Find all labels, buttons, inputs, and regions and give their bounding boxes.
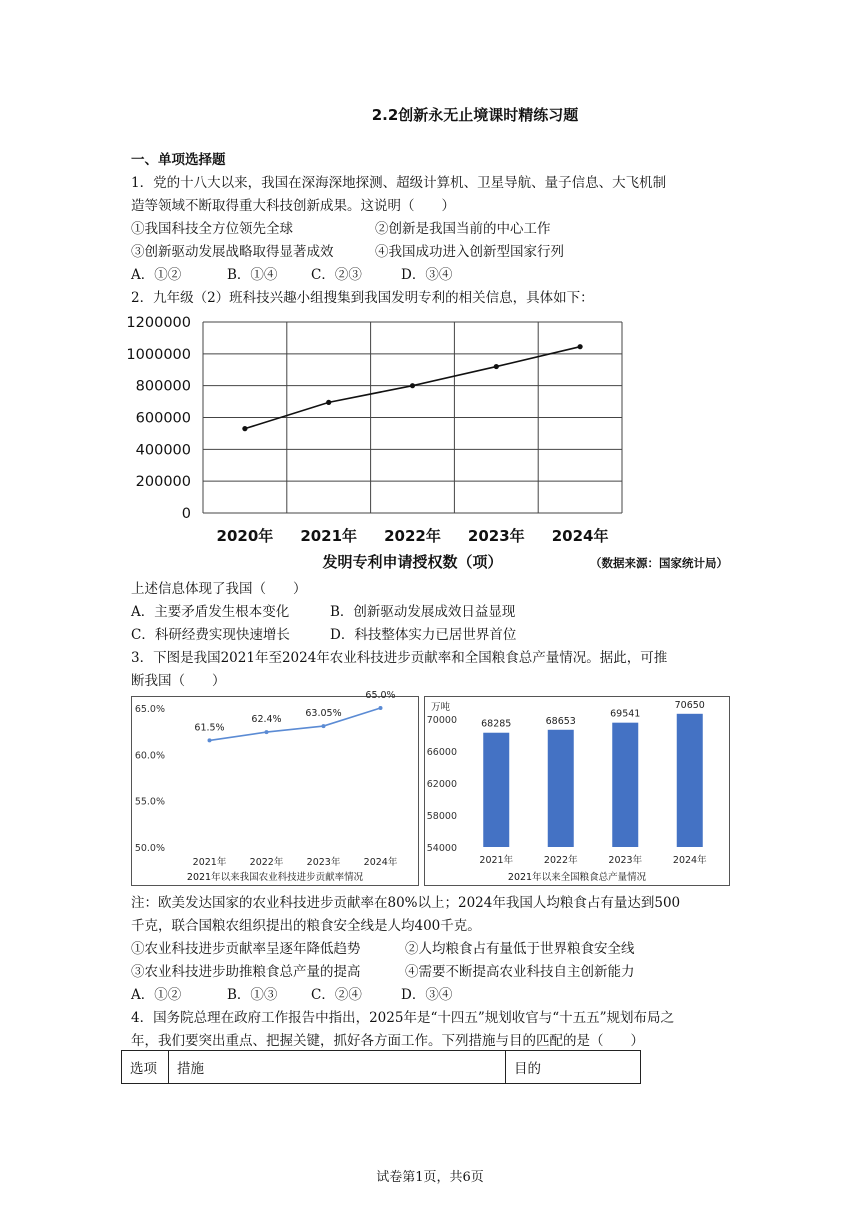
data-point xyxy=(322,724,326,728)
y-tick-label: 58000 xyxy=(426,811,457,822)
y-unit-label: 万吨 xyxy=(431,702,451,713)
q3-note-line1: 注：欧美发达国家的农业科技进步贡献率在80%以上；2024年我国人均粮食占有量达到500 xyxy=(131,895,681,911)
data-point xyxy=(326,400,331,405)
table-header-purpose: 目的 xyxy=(506,1051,641,1084)
data-point xyxy=(242,426,247,431)
q1-option-d[interactable]: D．③④ xyxy=(401,267,453,283)
data-point xyxy=(379,706,383,710)
q1-statement-1: ①我国科技全方位领先全球 xyxy=(131,221,293,237)
data-label: 62.4% xyxy=(251,714,282,726)
x-tick-label: 2021年 xyxy=(300,527,358,545)
x-tick-label: 2024年 xyxy=(672,855,707,866)
y-tick-label: 54000 xyxy=(426,843,457,854)
y-tick-label: 400000 xyxy=(135,442,191,459)
data-point xyxy=(410,383,415,388)
q1-options xyxy=(131,265,452,285)
y-tick-label: 55.0% xyxy=(134,796,165,808)
data-point xyxy=(265,730,269,734)
y-tick-label: 62000 xyxy=(426,779,457,790)
data-label: 63.05% xyxy=(305,708,342,720)
x-tick-label: 2022年 xyxy=(249,857,284,868)
page-footer: 试卷第1页，共6页 xyxy=(376,1170,484,1185)
data-label: 69541 xyxy=(610,708,641,720)
q4-stem-line2: 年，我们要突出重点、把握关键，抓好各方面工作。下列措施与目的匹配的是（ ） xyxy=(131,1033,644,1049)
x-tick-label: 2021年 xyxy=(192,857,227,868)
q3-stem-line2: 断我国（ ） xyxy=(131,673,226,689)
x-tick-label: 2023年 xyxy=(467,527,525,545)
y-tick-label: 600000 xyxy=(135,410,191,427)
data-point xyxy=(578,344,583,349)
q1-statement-4: ④我国成功进入创新型国家行列 xyxy=(375,244,564,260)
data-label: 70650 xyxy=(674,699,705,711)
y-tick-label: 66000 xyxy=(426,747,457,758)
page-title: 2.2创新永无止境课时精练习题 xyxy=(371,106,579,124)
grain-output-chart xyxy=(424,696,730,886)
data-label: 65.0% xyxy=(365,690,396,701)
x-tick-label: 2024年 xyxy=(363,857,398,868)
q2-question: 上述信息体现了我国（ ） xyxy=(131,581,307,597)
q1-statement-2: ②创新是我国当前的中心工作 xyxy=(375,221,551,237)
q1-stem-line1: 1．党的十八大以来，我国在深海深地探测、超级计算机、卫星导航、量子信息、大飞机制 xyxy=(131,175,667,191)
bar xyxy=(548,730,574,847)
agri-contribution-chart xyxy=(131,690,419,886)
x-tick-label: 2023年 xyxy=(608,855,643,866)
q1-option-c[interactable]: C．②③ xyxy=(311,267,362,283)
q3-note-line2: 千克，联合国粮农组织提出的粮食安全线是人均400千克。 xyxy=(131,918,481,934)
bar xyxy=(612,723,638,847)
q2-stem: 2．九年级（2）班科技兴趣小组搜集到我国发明专利的相关信息，具体如下： xyxy=(131,290,594,306)
chart-title: 2021年以来我国农业科技进步贡献率情况 xyxy=(186,872,364,883)
q3-statement-2: ②人均粮食占有量低于世界粮食安全线 xyxy=(405,941,635,957)
q3-statement-3: ③农业科技进步助推粮食总产量的提高 xyxy=(131,964,361,980)
q3-statement-1: ①农业科技进步贡献率呈逐年降低趋势 xyxy=(131,941,361,957)
q3-option-a[interactable]: A．①② xyxy=(131,987,182,1003)
q3-option-d[interactable]: D．③④ xyxy=(401,987,453,1003)
x-tick-label: 2022年 xyxy=(384,527,441,545)
y-tick-label: 60.0% xyxy=(134,750,165,762)
y-tick-label: 0 xyxy=(181,506,191,522)
y-tick-label: 200000 xyxy=(135,474,191,491)
patent-line-chart xyxy=(125,308,735,573)
section-heading: 一、单项选择题 xyxy=(131,152,226,168)
data-source-label: （数据来源：国家统计局） xyxy=(590,556,728,570)
y-tick-label: 800000 xyxy=(135,378,191,395)
q1-statement-3: ③创新驱动发展战略取得显著成效 xyxy=(131,244,334,260)
table-header-option: 选项 xyxy=(122,1051,169,1084)
data-label: 61.5% xyxy=(194,722,225,734)
q1-option-b[interactable]: B．①④ xyxy=(227,267,278,283)
q4-table xyxy=(121,1050,641,1084)
q2-option-b[interactable]: B．创新驱动发展成效日益显现 xyxy=(330,604,516,620)
x-tick-label: 2020年 xyxy=(216,527,274,545)
y-tick-label: 50.0% xyxy=(134,843,165,854)
data-label: 68653 xyxy=(545,715,576,727)
q3-stem-line1: 3．下图是我国2021年至2024年农业科技进步贡献率和全国粮食总产量情况。据此，可推 xyxy=(131,650,668,666)
bar xyxy=(677,714,703,847)
q1-option-a[interactable]: A．①② xyxy=(131,267,182,283)
data-point xyxy=(494,364,499,369)
q1-stem-line2: 造等领域不断取得重大科技创新成果。这说明（ ） xyxy=(131,198,455,214)
x-tick-label: 2024年 xyxy=(551,527,609,545)
data-label: 68285 xyxy=(481,718,512,730)
x-tick-label: 2021年 xyxy=(479,855,514,866)
x-tick-label: 2022年 xyxy=(543,855,578,866)
q3-option-b[interactable]: B．①③ xyxy=(227,987,278,1003)
table-header-row xyxy=(122,1051,641,1084)
x-tick-label: 2023年 xyxy=(306,857,341,868)
y-tick-label: 65.0% xyxy=(134,704,165,715)
q2-option-c[interactable]: C．科研经费实现快速增长 xyxy=(131,627,290,643)
y-tick-label: 1000000 xyxy=(126,346,191,363)
q3-statement-4: ④需要不断提高农业科技自主创新能力 xyxy=(405,964,635,980)
bar xyxy=(483,733,509,847)
data-point xyxy=(208,738,212,742)
x-axis-label: 发明专利申请授权数（项） xyxy=(322,553,503,571)
chart-title: 2021年以来全国粮食总产量情况 xyxy=(507,872,647,883)
table-header-measure: 措施 xyxy=(169,1051,506,1084)
q2-option-d[interactable]: D．科技整体实力已居世界首位 xyxy=(330,627,517,643)
q3-option-c[interactable]: C．②④ xyxy=(311,987,362,1003)
y-tick-label: 70000 xyxy=(426,715,457,726)
y-tick-label: 1200000 xyxy=(126,315,191,331)
q3-options xyxy=(131,985,452,1005)
q2-option-a[interactable]: A．主要矛盾发生根本变化 xyxy=(131,604,290,620)
q4-stem-line1: 4．国务院总理在政府工作报告中指出，2025年是“十四五”规划收官与“十五五”规划布局之 xyxy=(131,1010,675,1026)
